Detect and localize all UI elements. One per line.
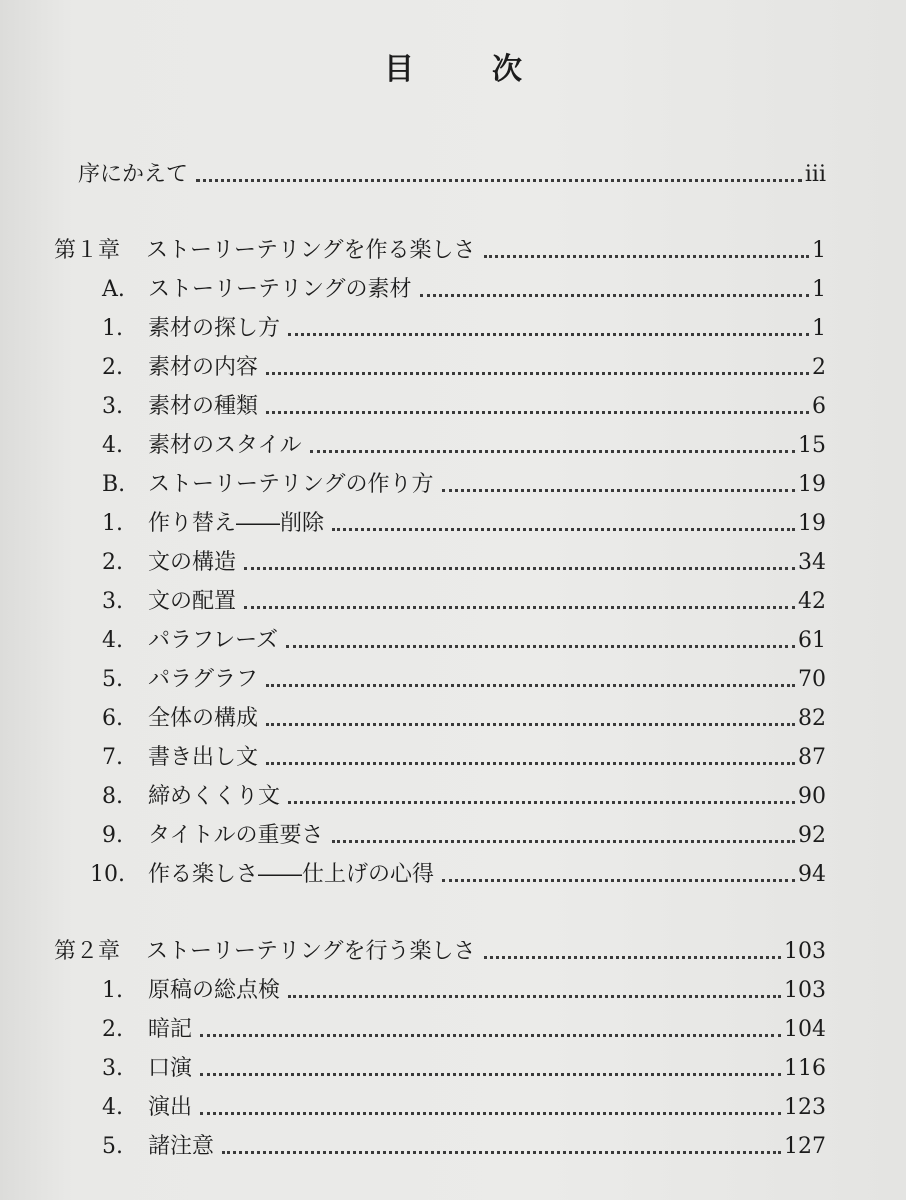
entry-number: A.	[102, 277, 125, 302]
toc-entry	[102, 973, 826, 1009]
entry-number: 2.	[102, 550, 123, 575]
leader-dots	[244, 567, 795, 570]
entry-label: 素材の探し方	[148, 316, 281, 341]
entry-number: 1.	[102, 978, 123, 1003]
entry-page: 42	[798, 589, 826, 614]
entry-page: 15	[798, 433, 826, 458]
entry-page: 103	[784, 939, 826, 964]
entry-label: ストーリーテリングの素材	[148, 277, 412, 302]
entry-label: パラグラフ	[148, 667, 259, 692]
entry-number: 2.	[102, 355, 123, 380]
entry-label: 素材のスタイル	[148, 433, 302, 458]
leader-dots	[222, 1151, 781, 1154]
entry-page: 103	[784, 978, 826, 1003]
entry-label: ストーリーテリングの作り方	[148, 472, 434, 497]
entry-label: 作る楽しさ――仕上げの心得	[148, 862, 435, 887]
entry-number: 3.	[102, 589, 123, 614]
entry-page: 34	[798, 550, 826, 575]
entry-label: 諸注意	[148, 1134, 215, 1159]
entry-page: 1	[812, 238, 826, 263]
leader-dots	[288, 333, 809, 336]
leader-dots	[286, 645, 795, 648]
leader-dots	[332, 840, 795, 843]
toc-entry	[102, 1051, 826, 1087]
entry-number: 4.	[102, 433, 123, 458]
entry-page: 127	[784, 1134, 826, 1159]
leader-dots	[200, 1073, 781, 1076]
toc-entry	[102, 311, 826, 347]
entry-page: 19	[798, 511, 826, 536]
entry-number: B.	[102, 472, 126, 497]
entry-label: 文の構造	[148, 550, 237, 575]
entry-number: 2.	[102, 1017, 123, 1042]
toc-entry	[102, 818, 826, 854]
entry-page: 94	[798, 862, 826, 887]
entry-label: 締めくくり文	[148, 784, 281, 809]
leader-dots	[200, 1034, 781, 1037]
entry-label: 文の配置	[148, 589, 237, 614]
entry-page: 92	[798, 823, 826, 848]
entry-number: 3.	[102, 1056, 123, 1081]
entry-page: 116	[784, 1056, 826, 1081]
leader-dots	[484, 956, 781, 959]
entry-number: 4.	[102, 628, 123, 653]
toc-entry	[102, 623, 826, 659]
toc-entry	[102, 1090, 826, 1126]
entry-number: 6.	[102, 706, 123, 731]
leader-dots	[484, 255, 809, 258]
leader-dots	[266, 723, 795, 726]
leader-dots	[288, 801, 795, 804]
entry-number: 1.	[102, 316, 123, 341]
toc-entry-section-a	[102, 272, 826, 308]
entry-number: 7.	[102, 745, 123, 770]
entry-number: 1.	[102, 511, 123, 536]
leader-dots	[244, 606, 795, 609]
toc-entry-section-b	[102, 467, 826, 503]
leader-dots	[288, 995, 781, 998]
leader-dots	[266, 372, 809, 375]
entry-number: 4.	[102, 1095, 123, 1120]
toc-entry	[102, 740, 826, 776]
toc-entry-preface	[78, 157, 826, 193]
leader-dots	[310, 450, 795, 453]
chapter-number: 第２章	[54, 939, 121, 964]
toc-entry	[102, 389, 826, 425]
entry-label: 演出	[148, 1095, 193, 1120]
entry-page: 1	[812, 316, 826, 341]
toc-entry	[102, 662, 826, 698]
toc-entry-chapter-1	[54, 233, 826, 269]
entry-label: 素材の種類	[148, 394, 259, 419]
entry-label: 書き出し文	[148, 745, 259, 770]
toc-entry	[102, 701, 826, 737]
leader-dots	[196, 179, 802, 182]
entry-page: 6	[812, 394, 826, 419]
entry-label: 原稿の総点検	[148, 978, 281, 1003]
toc-entry	[90, 857, 826, 893]
entry-page: 104	[784, 1017, 826, 1042]
toc-entry	[102, 428, 826, 464]
leader-dots	[332, 528, 795, 531]
entry-page: iii	[804, 162, 826, 187]
leader-dots	[420, 294, 809, 297]
toc-entry	[102, 584, 826, 620]
page-title: 目 次	[384, 52, 546, 87]
leader-dots	[200, 1112, 781, 1115]
entry-page: 90	[798, 784, 826, 809]
entry-label: 序にかえて	[78, 162, 189, 187]
entry-label: パラフレーズ	[148, 628, 279, 653]
toc-entry	[102, 1129, 826, 1165]
entry-label: 暗記	[148, 1017, 193, 1042]
toc-entry	[102, 506, 826, 542]
entry-label: 全体の構成	[148, 706, 259, 731]
chapter-title: ストーリーテリングを行う楽しさ	[146, 939, 476, 964]
entry-label: 口演	[148, 1056, 193, 1081]
entry-label: 作り替え――削除	[148, 511, 325, 536]
entry-number: 5.	[102, 667, 123, 692]
entry-page: 82	[798, 706, 826, 731]
entry-page: 87	[798, 745, 826, 770]
entry-page: 123	[784, 1095, 826, 1120]
leader-dots	[266, 411, 809, 414]
leader-dots	[442, 489, 795, 492]
entry-label: タイトルの重要さ	[148, 823, 324, 848]
toc-entry	[102, 545, 826, 581]
entry-number: 3.	[102, 394, 123, 419]
entry-label: 素材の内容	[148, 355, 259, 380]
chapter-title: ストーリーテリングを作る楽しさ	[146, 238, 476, 263]
entry-page: 70	[798, 667, 826, 692]
leader-dots	[442, 879, 795, 882]
toc-entry	[102, 779, 826, 815]
toc-entry	[102, 350, 826, 386]
entry-number: 10.	[90, 862, 125, 887]
leader-dots	[266, 762, 795, 765]
toc-entry-chapter-2	[54, 934, 826, 970]
entry-page: 19	[798, 472, 826, 497]
entry-number: 8.	[102, 784, 123, 809]
entry-number: 9.	[102, 823, 123, 848]
entry-page: 61	[798, 628, 826, 653]
entry-page: 2	[812, 355, 826, 380]
entry-number: 5.	[102, 1134, 123, 1159]
leader-dots	[266, 684, 795, 687]
entry-page: 1	[812, 277, 826, 302]
chapter-number: 第１章	[54, 238, 121, 263]
toc-entry	[102, 1012, 826, 1048]
